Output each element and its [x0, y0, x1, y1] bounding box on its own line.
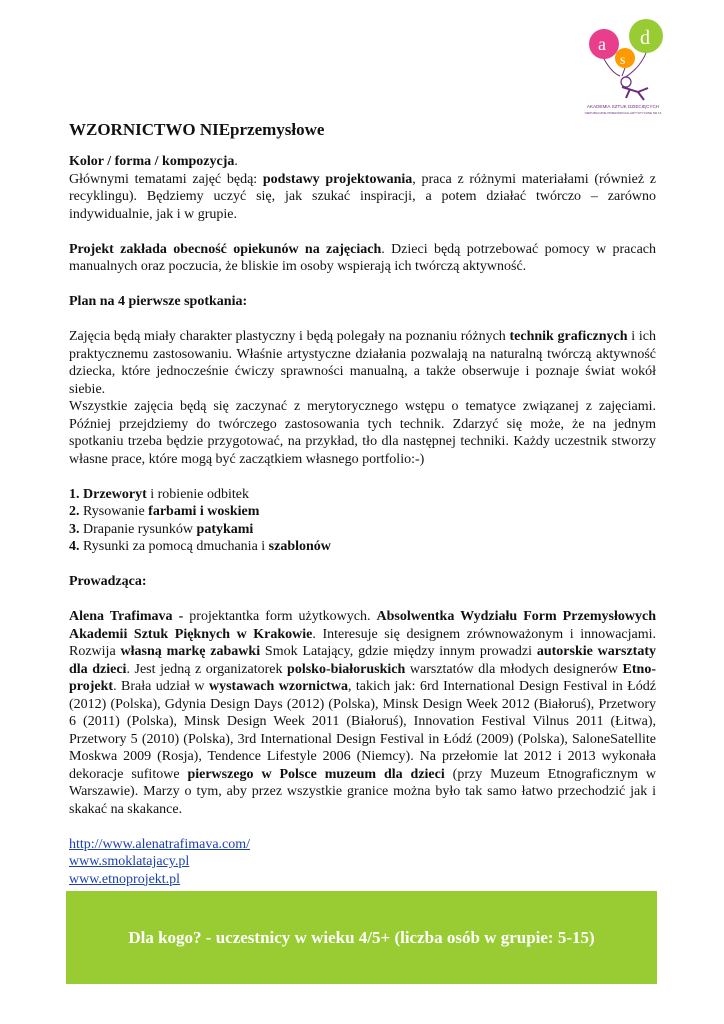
list-item: 1. Drzeworyt i robienie odbitek	[69, 486, 250, 502]
list-item: 4. Rysunki za pomocą dmuchania i szablonów	[69, 539, 331, 554]
logo-letter-a: a	[598, 34, 606, 54]
plan-heading: Plan na 4 pierwsze spotkania:	[69, 294, 248, 309]
link-etnoprojekt[interactable]: www.etnoprojekt.pl	[69, 871, 181, 887]
bio-paragraph: Alena Trafimava - projektantka form użytkowych. Absolwentka Wydziału Form Przemysłowych Akademii Sztuk Pięknych w Krakowie. Interesuje się designem zrównoważonym i innowacjami. Rozwija własną markę zabawki Smok Latający, gdzie między innym prowadzi autorskie warsztaty dla dzieci. Jest jedną z organizatorek polsko-białoruskich warsztatów dla młodych designerów Etno-projekt. Brała udział w wystawach wzornictwa, takich jak: 6rd International Design Festival in Łódź (2012) (Polska), Gdynia Design Days (2012) (Polska), Minsk Design Week 2012 (Białoruś), Przetwory 6 (2011) (Polska), Minsk Design Week 2011 (Białoruś), Innovation Festival Vilnus 2011 (Łitwa), Przetwory 5 (2010) (Polska), 3rd International Design Festival in Łódź (2009) (Polska), SaloneSatellite Moskwa 2009 (Rosja), Tendence Lifestyle 2006 (Niemcy). Na przełomie lat 2012 i 2013 wykonała dekoracje sufitowe pierwszego w Polsce muzeum dla dzieci (przy Muzeum Etnograficznym w Warszawie). Marzy o tym, aby przez wszystkie granice można było tak samo łatwo przechodzić jak i skakać na skakance.	[69, 609, 657, 817]
lead-heading: Prowadząca:	[69, 574, 147, 589]
asd-logo	[582, 18, 664, 120]
plan-list	[69, 486, 656, 556]
logo-name: AKADEMIA SZTUK DZIECIĘCYCH	[586, 104, 660, 109]
logo-letter-s: s	[620, 53, 626, 68]
logo-letter-d: d	[640, 27, 650, 49]
document-title: WZORNICTWO NIEprzemysłowe	[69, 120, 325, 139]
document-body	[69, 153, 656, 888]
paragraph-intro: Kolor / forma / kompozycja. Głównymi tematami zajęć będą: podstawy projektowania, praca z różnymi materiałami (również z recyklingu). Będziemy uczyć się, jak szukać inspiracji, a potem działać twórczo – zarówno indywidualnie, jak i w grupie.	[69, 154, 656, 222]
logo-subtitle: NIEPUBLICZNE PRZEDSZKOLE ARTYSTYCZNE NR 13	[584, 111, 662, 115]
audience-banner-text: Dla kogo? - uczestnicy w wieku 4/5+ (liczba osób w grupie: 5-15)	[128, 927, 595, 947]
link-alenatrafimava[interactable]: http://www.alenatrafimava.com/	[69, 836, 251, 852]
paragraph-guardians: Projekt zakłada obecność opiekunów na zajęciach. Dzieci będą potrzebować pomocy w pracach manualnych oraz poczucia, że bliskie im osoby wspierają ich twórczą aktywność.	[69, 241, 656, 274]
audience-banner	[66, 891, 657, 984]
paragraph-techniques: Zajęcia będą miały charakter plastyczny i będą polegały na poznaniu różnych technik graficznych i ich praktycznemu zastosowaniu. Właśnie artystyczne działania pozwalają na naturalną twórczą aktywność dziecka, które jednocześnie ćwiczy sprawności manualną, a także obserwuje i poznaje świat wokół siebie.	[69, 329, 656, 397]
list-item: 3. Drapanie rysunków patykami	[69, 521, 254, 537]
list-item: 2. Rysowanie farbami i woskiem	[69, 504, 260, 519]
links-list	[69, 836, 656, 889]
link-smoklatajacy[interactable]: www.smoklatajacy.pl	[69, 854, 190, 869]
paragraph-structure: Wszystkie zajęcia będą się zaczynać z merytorycznego wstępu o tematyce związanej z zajęciami. Później przejdziemy do twórczego zastosowania tych technik. Zdarzyć się może, że na jednym spotkaniu trzeba będzie przygotować, na przykład, tło dla następnej techniki. Każdy uczestnik stworzy własne prace, które mogą być zaczątkiem własnego portfolio:-)	[69, 399, 656, 467]
